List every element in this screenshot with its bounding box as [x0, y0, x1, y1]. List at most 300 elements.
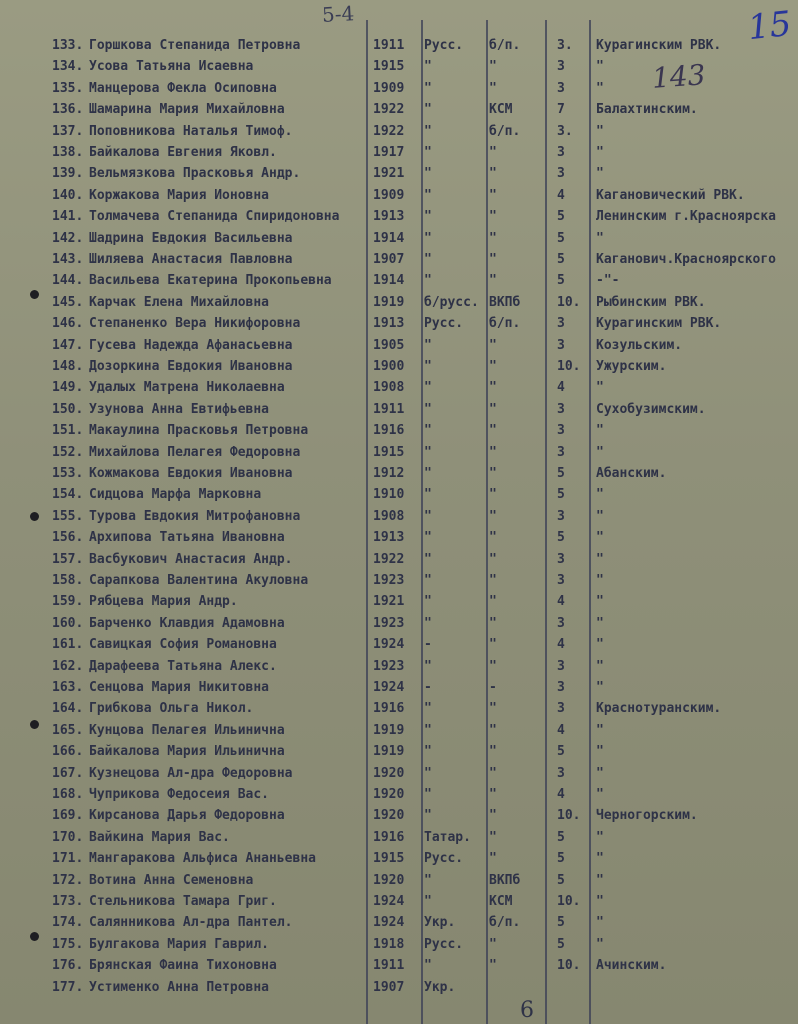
row-edu: 7 — [557, 102, 565, 118]
row-party: ВКПб — [489, 294, 521, 310]
table-row — [0, 873, 798, 893]
row-year: 1913 — [373, 316, 405, 332]
row-party: " — [489, 508, 497, 524]
row-party: ВКПб — [489, 872, 521, 888]
row-num: 168. — [52, 787, 84, 802]
row-district: " — [596, 872, 604, 888]
row-edu: 3 — [557, 401, 565, 417]
row-nat: " — [424, 273, 432, 289]
row-nat: " — [424, 80, 432, 96]
row-edu: 3 — [557, 573, 565, 588]
table-row — [0, 59, 798, 79]
row-nat: " — [424, 808, 432, 824]
row-num: 145. — [52, 294, 84, 310]
row-district: " — [596, 765, 604, 781]
row-year: 1918 — [373, 936, 405, 952]
row-num: 177. — [52, 979, 84, 995]
row-district: " — [596, 80, 604, 96]
row-party: КСМ — [489, 102, 513, 118]
table-row — [0, 316, 798, 336]
row-num: 161. — [52, 637, 84, 653]
row-party: " — [489, 230, 497, 246]
row-nat: Татар. — [424, 829, 471, 845]
row-nat: " — [424, 594, 432, 610]
corner-mark: 15 — [746, 3, 794, 49]
row-name: Удалых Матрена Николаевна — [89, 380, 285, 396]
handwritten-note: 143 — [650, 58, 707, 95]
row-num: 144. — [52, 273, 84, 289]
row-nat: " — [424, 487, 432, 503]
row-party: " — [489, 851, 497, 867]
row-name: Шадрина Евдокия Васильевна — [89, 230, 293, 246]
row-party: " — [489, 808, 497, 824]
row-name: Стельникова Тамара Григ. — [89, 894, 277, 909]
row-num: 135. — [52, 80, 84, 96]
row-district: " — [596, 894, 604, 909]
row-edu: 5 — [557, 530, 565, 546]
row-nat: " — [424, 658, 432, 674]
row-party: б/п. — [489, 316, 521, 332]
row-name: Устименко Анна Петровна — [89, 979, 270, 995]
row-nat: " — [424, 145, 432, 160]
row-district: Ленинским г.Красноярска — [596, 209, 777, 225]
row-edu: 3 — [557, 80, 565, 96]
row-year: 1924 — [373, 637, 405, 653]
table-row — [0, 445, 798, 465]
row-num: 153. — [52, 466, 84, 481]
row-name: Вайкина Мария Вас. — [89, 829, 230, 845]
table-row — [0, 552, 798, 572]
table-row — [0, 744, 798, 764]
table-row — [0, 616, 798, 636]
row-name: Грибкова Ольга Никол. — [89, 701, 254, 717]
row-party: КСМ — [489, 894, 513, 909]
table-row — [0, 530, 798, 550]
row-num: 167. — [52, 765, 84, 781]
row-party: " — [489, 573, 497, 588]
row-nat: - — [424, 680, 432, 695]
row-party: " — [489, 145, 497, 160]
row-district: " — [596, 145, 604, 160]
row-num: 170. — [52, 829, 84, 845]
table-row — [0, 338, 798, 358]
row-nat: " — [424, 187, 432, 203]
row-party: " — [489, 744, 497, 760]
row-year: 1911 — [373, 958, 405, 974]
row-year: 1924 — [373, 894, 405, 909]
row-year: 1923 — [373, 658, 405, 674]
table-row — [0, 937, 798, 957]
row-district: Абанским. — [596, 466, 667, 481]
row-name: Байкалова Мария Ильинична — [89, 744, 285, 760]
row-party: " — [489, 615, 497, 631]
row-party: " — [489, 444, 497, 460]
row-edu: 5 — [557, 744, 565, 760]
row-party: " — [489, 252, 497, 267]
row-name: Сарапкова Валентина Акуловна — [89, 573, 309, 588]
table-row — [0, 487, 798, 507]
row-edu: 3 — [557, 680, 565, 695]
row-year: 1909 — [373, 187, 405, 203]
row-party: б/п. — [489, 123, 521, 139]
row-party: - — [489, 680, 497, 695]
row-edu: 4 — [557, 722, 565, 738]
row-year: 1913 — [373, 530, 405, 546]
row-year: 1905 — [373, 337, 405, 353]
row-edu: 10. — [557, 294, 581, 310]
row-nat: " — [424, 701, 432, 717]
row-year: 1914 — [373, 273, 405, 289]
table-row — [0, 124, 798, 144]
row-num: 159. — [52, 594, 84, 610]
row-year: 1916 — [373, 829, 405, 845]
row-num: 173. — [52, 894, 84, 909]
table-row — [0, 166, 798, 186]
row-party: " — [489, 658, 497, 674]
row-edu: 3 — [557, 166, 565, 182]
row-name: Кирсанова Дарья Федоровна — [89, 808, 285, 824]
row-nat: " — [424, 744, 432, 760]
row-year: 1919 — [373, 744, 405, 760]
row-edu: 5 — [557, 851, 565, 867]
table-row — [0, 915, 798, 935]
row-edu: 4 — [557, 637, 565, 653]
row-edu: 3 — [557, 145, 565, 160]
row-nat: Укр. — [424, 979, 456, 995]
table-row — [0, 958, 798, 978]
row-district: " — [596, 936, 604, 952]
row-district: " — [596, 230, 604, 246]
row-edu: 3 — [557, 508, 565, 524]
table-row — [0, 701, 798, 721]
row-nat: " — [424, 722, 432, 738]
row-name: Брянская Фаина Тихоновна — [89, 958, 277, 974]
row-year: 1922 — [373, 102, 405, 118]
row-nat: " — [424, 765, 432, 781]
row-nat: " — [424, 123, 432, 139]
row-district: " — [596, 530, 604, 546]
row-name: Макаулина Прасковья Петровна — [89, 423, 309, 439]
row-party: " — [489, 637, 497, 653]
table-row — [0, 659, 798, 679]
row-year: 1913 — [373, 209, 405, 225]
table-row — [0, 402, 798, 422]
row-party: " — [489, 80, 497, 96]
row-name: Коржакова Мария Ионовна — [89, 187, 270, 203]
row-district: Рыбинским РВК. — [596, 294, 706, 310]
table-row — [0, 723, 798, 743]
punch-hole — [30, 932, 39, 941]
row-district: " — [596, 829, 604, 845]
row-district: " — [596, 722, 604, 738]
row-year: 1907 — [373, 979, 405, 995]
row-nat: " — [424, 337, 432, 353]
row-year: 1917 — [373, 145, 405, 160]
row-edu: 4 — [557, 380, 565, 396]
table-row — [0, 766, 798, 786]
row-name: Карчак Елена Михайловна — [89, 294, 270, 310]
row-district: Ачинским. — [596, 958, 667, 974]
row-district: Каганович.Красноярского — [596, 252, 777, 267]
row-district: " — [596, 851, 604, 867]
table-row — [0, 252, 798, 272]
table-row — [0, 637, 798, 657]
row-district: " — [596, 787, 604, 802]
row-year: 1900 — [373, 359, 405, 374]
row-edu: 3 — [557, 701, 565, 717]
row-party: " — [489, 359, 497, 374]
row-district: Черногорским. — [596, 808, 698, 824]
table-row — [0, 851, 798, 871]
row-name: Барченко Клавдия Адамовна — [89, 615, 285, 631]
row-party: " — [489, 701, 497, 717]
table-row — [0, 188, 798, 208]
row-party: б/п. — [489, 915, 521, 931]
row-name: Манцерова Фекла Осиповна — [89, 80, 277, 96]
row-nat: " — [424, 466, 432, 481]
row-num: 142. — [52, 230, 84, 246]
row-year: 1924 — [373, 915, 405, 931]
row-num: 141. — [52, 209, 84, 225]
table-row — [0, 594, 798, 614]
table-row — [0, 359, 798, 379]
row-party: " — [489, 423, 497, 439]
row-year: 1916 — [373, 423, 405, 439]
row-num: 134. — [52, 59, 84, 75]
row-party: " — [489, 551, 497, 567]
row-num: 139. — [52, 166, 84, 182]
row-num: 165. — [52, 722, 84, 738]
row-year: 1911 — [373, 38, 405, 53]
row-party: " — [489, 273, 497, 289]
row-num: 149. — [52, 380, 84, 396]
row-party: " — [489, 787, 497, 802]
table-row — [0, 295, 798, 315]
row-num: 150. — [52, 401, 84, 417]
row-district: -"- — [596, 273, 620, 289]
row-district: Сухобузимским. — [596, 401, 706, 417]
row-district: " — [596, 680, 604, 695]
row-year: 1922 — [373, 551, 405, 567]
row-num: 169. — [52, 808, 84, 824]
row-num: 163. — [52, 680, 84, 695]
row-nat: " — [424, 444, 432, 460]
table-row — [0, 38, 798, 58]
row-nat: " — [424, 551, 432, 567]
row-name: Дозоркина Евдокия Ивановна — [89, 359, 293, 374]
row-party: " — [489, 487, 497, 503]
row-num: 133. — [52, 38, 84, 53]
row-name: Савицкая София Романовна — [89, 637, 277, 653]
row-name: Горшкова Степанида Петровна — [89, 38, 301, 53]
punch-hole — [30, 720, 39, 729]
row-num: 175. — [52, 936, 84, 952]
row-edu: 5 — [557, 936, 565, 952]
row-num: 137. — [52, 123, 84, 139]
row-num: 160. — [52, 615, 84, 631]
row-nat: " — [424, 423, 432, 439]
row-district: " — [596, 915, 604, 931]
row-name: Сенцова Мария Никитовна — [89, 680, 270, 695]
row-nat: б/русс. — [424, 294, 479, 310]
row-num: 176. — [52, 958, 84, 974]
row-name: Турова Евдокия Митрофановна — [89, 508, 301, 524]
row-name: Чуприкова Федосеия Вас. — [89, 787, 270, 802]
row-district: " — [596, 658, 604, 674]
row-year: 1908 — [373, 380, 405, 396]
row-name: Дарафеева Татьяна Алекс. — [89, 658, 277, 674]
row-num: 151. — [52, 423, 84, 439]
row-name: Архипова Татьяна Ивановна — [89, 530, 285, 546]
row-district: " — [596, 166, 604, 182]
row-district: " — [596, 59, 604, 75]
row-year: 1923 — [373, 615, 405, 631]
row-name: Степаненко Вера Никифоровна — [89, 316, 301, 332]
row-name: Шамарина Мария Михайловна — [89, 102, 285, 118]
row-edu: 5 — [557, 915, 565, 931]
row-edu: 3 — [557, 423, 565, 439]
row-nat: " — [424, 872, 432, 888]
row-edu: 10. — [557, 359, 581, 374]
row-num: 162. — [52, 658, 84, 674]
row-nat: " — [424, 359, 432, 374]
row-num: 166. — [52, 744, 84, 760]
row-num: 172. — [52, 872, 84, 888]
row-party: " — [489, 337, 497, 353]
row-party: " — [489, 936, 497, 952]
row-nat: " — [424, 102, 432, 118]
table-row — [0, 787, 798, 807]
row-year: 1920 — [373, 787, 405, 802]
row-edu: 5 — [557, 487, 565, 503]
row-party: " — [489, 722, 497, 738]
row-district: " — [596, 423, 604, 439]
row-edu: 5 — [557, 209, 565, 225]
table-row — [0, 231, 798, 251]
row-name: Кунцова Пелагея Ильинична — [89, 722, 285, 738]
row-num: 136. — [52, 102, 84, 118]
row-district: " — [596, 637, 604, 653]
row-year: 1919 — [373, 294, 405, 310]
row-edu: 3 — [557, 615, 565, 631]
row-district: " — [596, 744, 604, 760]
row-district: " — [596, 573, 604, 588]
row-nat: " — [424, 573, 432, 588]
row-edu: 3 — [557, 551, 565, 567]
row-district: Кагановический РВК. — [596, 187, 745, 203]
row-district: " — [596, 487, 604, 503]
row-num: 171. — [52, 851, 84, 867]
row-year: 1911 — [373, 401, 405, 417]
row-name: Толмачева Степанида Спиридоновна — [89, 209, 340, 225]
page-number: 5-4 — [321, 1, 355, 27]
row-name: Вотина Анна Семеновна — [89, 872, 254, 888]
footer-mark: 6 — [520, 998, 534, 1023]
row-year: 1915 — [373, 851, 405, 867]
row-district: Козульским. — [596, 337, 683, 353]
row-year: 1914 — [373, 230, 405, 246]
row-edu: 10. — [557, 894, 581, 909]
row-edu: 5 — [557, 273, 565, 289]
row-year: 1908 — [373, 508, 405, 524]
row-year: 1923 — [373, 573, 405, 588]
row-edu: 3. — [557, 123, 573, 139]
row-party: " — [489, 765, 497, 781]
row-year: 1920 — [373, 765, 405, 781]
row-name: Усова Татьяна Исаевна — [89, 59, 254, 75]
table-row — [0, 102, 798, 122]
row-nat: Русс. — [424, 936, 464, 952]
row-name: Салянникова Ал-дра Пантел. — [89, 915, 293, 931]
row-name: Кожмакова Евдокия Ивановна — [89, 466, 293, 481]
row-nat: " — [424, 894, 432, 909]
row-year: 1907 — [373, 252, 405, 267]
row-name: Поповникова Наталья Тимоф. — [89, 123, 293, 139]
row-district: " — [596, 551, 604, 567]
row-district: " — [596, 380, 604, 396]
row-party: " — [489, 829, 497, 845]
row-num: 138. — [52, 145, 84, 160]
row-name: Сидцова Марфа Марковна — [89, 487, 262, 503]
table-row — [0, 273, 798, 293]
row-name: Шиляева Анастасия Павловна — [89, 252, 293, 267]
row-num: 174. — [52, 915, 84, 931]
row-edu: 3 — [557, 316, 565, 332]
row-nat: " — [424, 209, 432, 225]
row-nat: " — [424, 615, 432, 631]
row-nat: - — [424, 637, 432, 653]
row-edu: 3. — [557, 38, 573, 53]
row-party: " — [489, 187, 497, 203]
row-district: " — [596, 123, 604, 139]
row-year: 1920 — [373, 808, 405, 824]
row-district: Ужурским. — [596, 359, 667, 374]
row-edu: 5 — [557, 252, 565, 267]
row-name: Кузнецова Ал-дра Федоровна — [89, 765, 293, 781]
row-district: Курагинским РВК. — [596, 38, 722, 53]
row-year: 1910 — [373, 487, 405, 503]
row-edu: 3 — [557, 337, 565, 353]
row-party: " — [489, 958, 497, 974]
row-party: " — [489, 209, 497, 225]
row-district: " — [596, 594, 604, 610]
row-party: " — [489, 401, 497, 417]
row-nat: Русс. — [424, 316, 464, 332]
punch-hole — [30, 290, 39, 299]
row-party: " — [489, 166, 497, 182]
row-edu: 5 — [557, 829, 565, 845]
row-year: 1915 — [373, 59, 405, 75]
row-edu: 3 — [557, 658, 565, 674]
row-nat: Укр. — [424, 915, 456, 931]
row-edu: 5 — [557, 466, 565, 481]
row-edu: 3 — [557, 765, 565, 781]
row-year: 1909 — [373, 80, 405, 96]
row-num: 146. — [52, 316, 84, 332]
punch-hole — [30, 512, 39, 521]
table-row — [0, 423, 798, 443]
row-year: 1924 — [373, 680, 405, 695]
row-num: 140. — [52, 187, 84, 203]
row-party: " — [489, 59, 497, 75]
row-district: " — [596, 615, 604, 631]
row-edu: 3 — [557, 59, 565, 75]
row-nat: " — [424, 59, 432, 75]
row-year: 1916 — [373, 701, 405, 717]
table-row — [0, 980, 798, 1000]
table-row — [0, 894, 798, 914]
row-name: Васильева Екатерина Прокопьевна — [89, 273, 332, 289]
